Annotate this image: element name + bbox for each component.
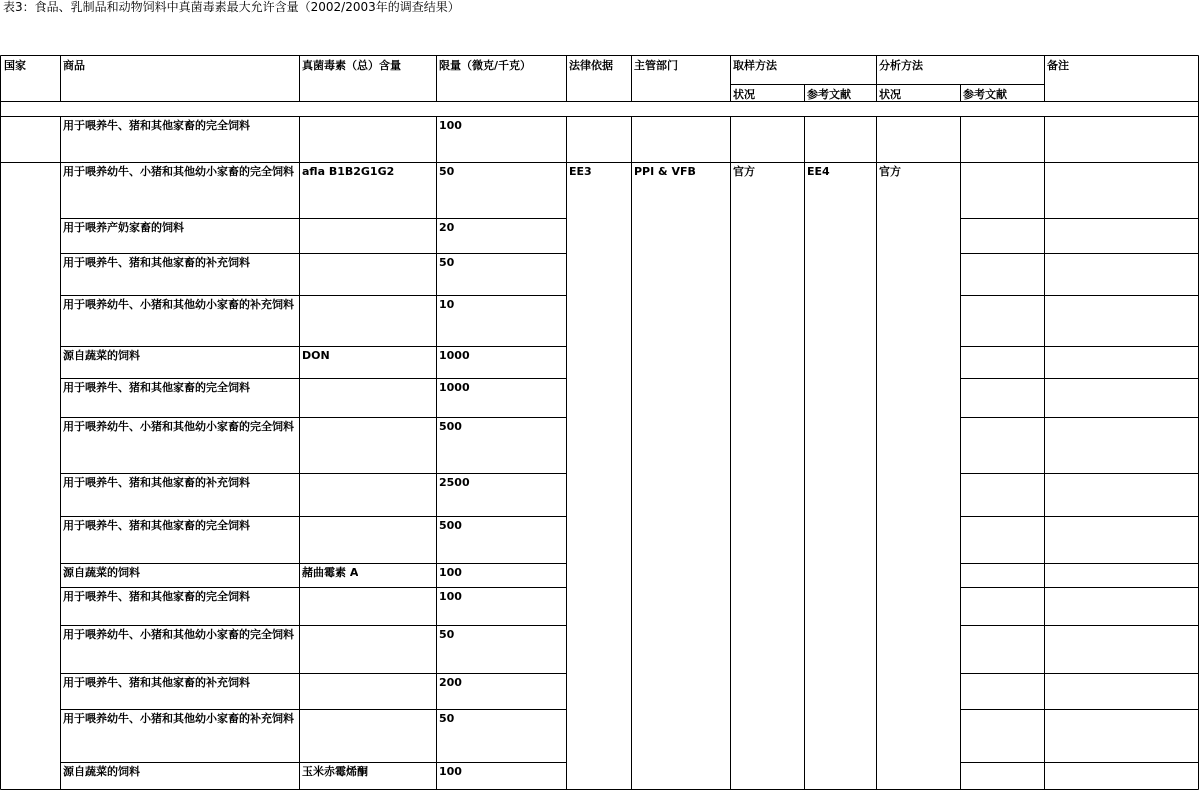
sampling-reference-value: EE4 bbox=[807, 165, 830, 178]
header-mycotoxin: 真菌毒素（总）含量 bbox=[302, 59, 401, 72]
limit-cell: 100 bbox=[439, 590, 462, 603]
limit-cell: 2500 bbox=[439, 476, 470, 489]
mycotoxin-afla: afla B1B2G1G2 bbox=[302, 165, 395, 178]
commodity-cell: 用于喂养产奶家畜的饲料 bbox=[63, 221, 184, 234]
commodity-cell: 用于喂养幼牛、小猪和其他幼小家畜的补充饲料 bbox=[63, 712, 294, 725]
limit-cell: 100 bbox=[439, 566, 462, 579]
limit-cell: 200 bbox=[439, 676, 462, 689]
limit-cell: 10 bbox=[439, 298, 455, 311]
header-limit: 限量（微克/千克） bbox=[439, 59, 532, 72]
header-sampling-status: 状况 bbox=[733, 88, 755, 101]
limit-cell: 20 bbox=[439, 221, 455, 234]
commodity-cell: 用于喂养牛、猪和其他家畜的完全饲料 bbox=[63, 519, 250, 532]
header-analysis-reference: 参考文献 bbox=[963, 88, 1007, 101]
authority-value: PPI & VFB bbox=[634, 165, 696, 178]
limit-cell: 1000 bbox=[439, 349, 470, 362]
commodity-cell: 用于喂养幼牛、小猪和其他幼小家畜的补充饲料 bbox=[63, 298, 294, 311]
header-sampling: 取样方法 bbox=[733, 59, 777, 72]
header-commodity: 商品 bbox=[63, 59, 85, 72]
commodity-cell: 用于喂养牛、猪和其他家畜的完全饲料 bbox=[63, 590, 250, 603]
limit-cell: 1000 bbox=[439, 381, 470, 394]
commodity-cell: 用于喂养牛、猪和其他家畜的补充饲料 bbox=[63, 676, 250, 689]
commodity-cell: 用于喂养幼牛、小猪和其他幼小家畜的完全饲料 bbox=[63, 165, 294, 178]
commodity-cell: 用于喂养幼牛、小猪和其他幼小家畜的完全饲料 bbox=[63, 628, 294, 641]
limit-cell: 50 bbox=[439, 256, 455, 269]
commodity-cell: 源自蔬菜的饲料 bbox=[63, 349, 140, 362]
limit-cell: 500 bbox=[439, 519, 462, 532]
limit-cell: 100 bbox=[439, 119, 462, 132]
table-caption: 表3：食品、乳制品和动物饲料中真菌毒素最大允许含量（2002/2003年的调查结果） bbox=[3, 0, 460, 14]
mycotoxin-zearalenone: 玉米赤霉烯酮 bbox=[302, 765, 368, 778]
limit-cell: 500 bbox=[439, 420, 462, 433]
analysis-status-value: 官方 bbox=[879, 165, 901, 178]
commodity-cell: 源自蔬菜的饲料 bbox=[63, 765, 140, 778]
limit-cell: 100 bbox=[439, 765, 462, 778]
commodity-cell: 用于喂养牛、猪和其他家畜的补充饲料 bbox=[63, 476, 250, 489]
legal-basis-value: EE3 bbox=[569, 165, 592, 178]
mycotoxin-don: DON bbox=[302, 349, 330, 362]
limit-cell: 50 bbox=[439, 628, 455, 641]
header-sampling-reference: 参考文献 bbox=[807, 88, 851, 101]
header-analysis-status: 状况 bbox=[879, 88, 901, 101]
commodity-cell: 用于喂养牛、猪和其他家畜的补充饲料 bbox=[63, 256, 250, 269]
header-country: 国家 bbox=[4, 59, 26, 72]
limit-cell: 50 bbox=[439, 165, 455, 178]
mycotoxin-ochratoxin: 赭曲霉素 A bbox=[302, 566, 359, 579]
commodity-cell: 用于喂养幼牛、小猪和其他幼小家畜的完全饲料 bbox=[63, 420, 294, 433]
commodity-cell: 源自蔬菜的饲料 bbox=[63, 566, 140, 579]
sampling-status-value: 官方 bbox=[733, 165, 755, 178]
header-authority: 主管部门 bbox=[634, 59, 678, 72]
header-legal-basis: 法律依据 bbox=[569, 59, 613, 72]
commodity-cell: 用于喂养牛、猪和其他家畜的完全饲料 bbox=[63, 119, 250, 132]
header-remarks: 备注 bbox=[1047, 59, 1069, 72]
limit-cell: 50 bbox=[439, 712, 455, 725]
commodity-cell: 用于喂养牛、猪和其他家畜的完全饲料 bbox=[63, 381, 250, 394]
header-analysis: 分析方法 bbox=[879, 59, 923, 72]
